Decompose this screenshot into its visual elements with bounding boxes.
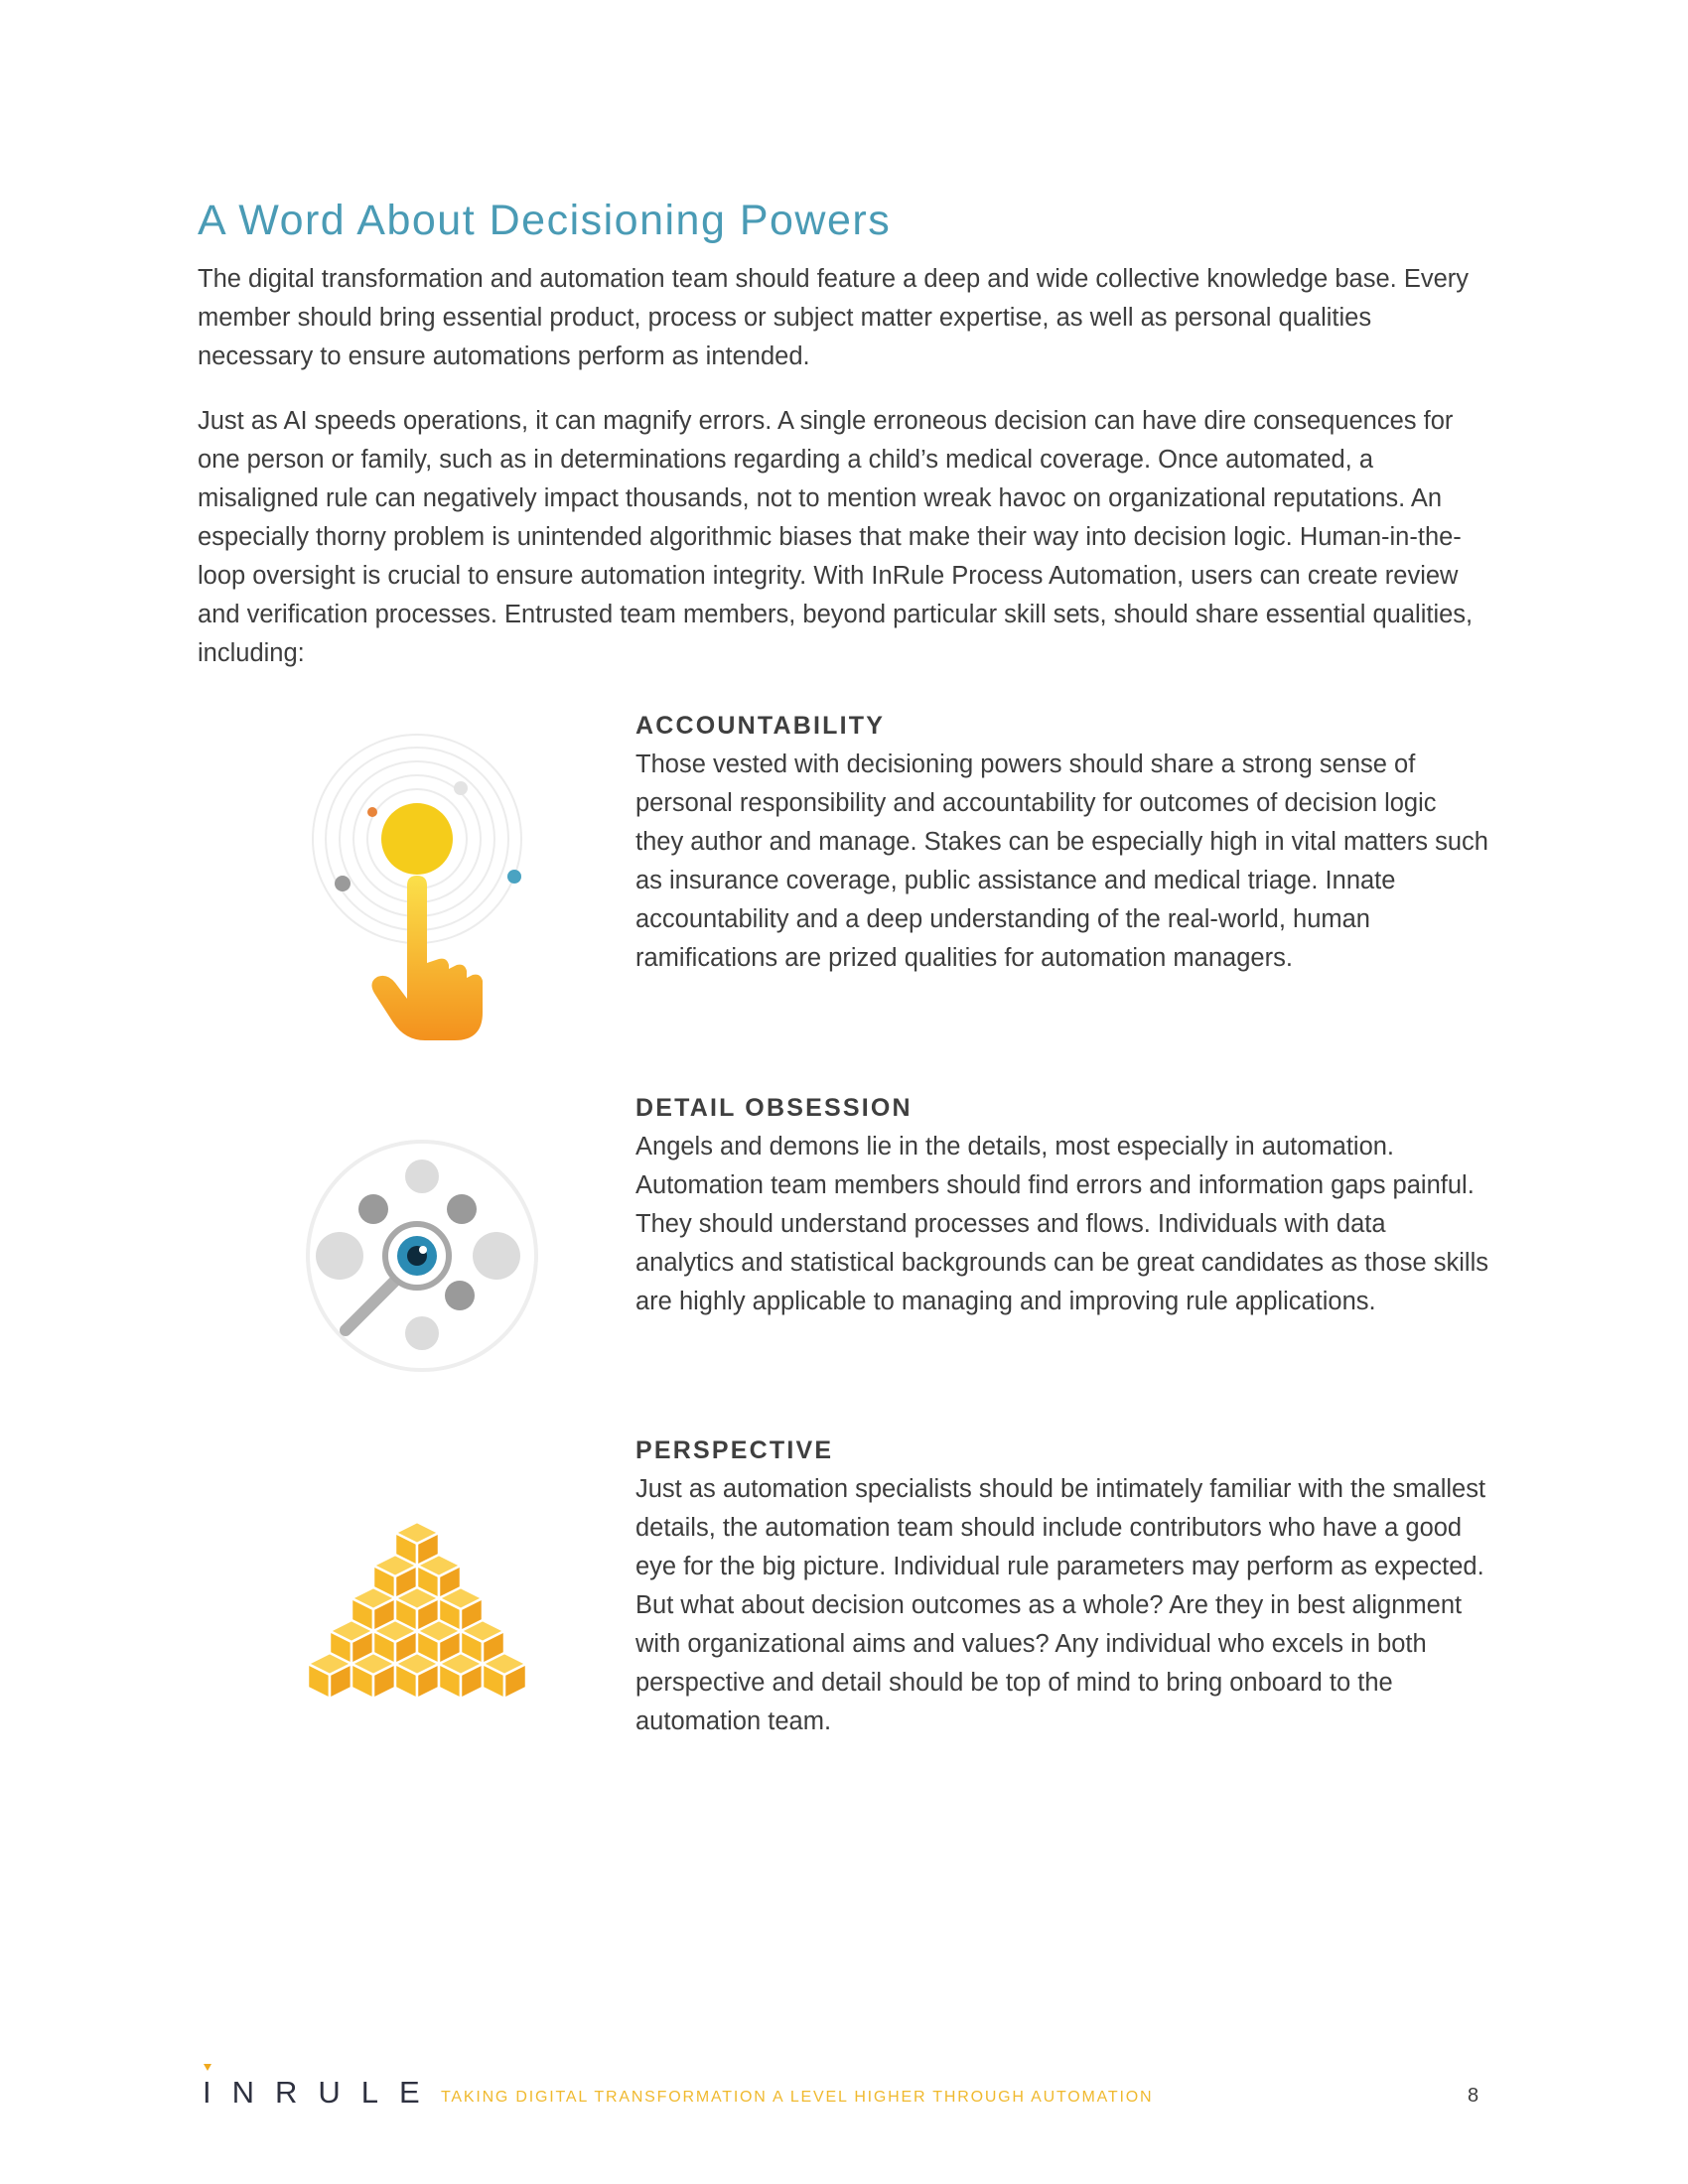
section-perspective bbox=[635, 1432, 1489, 1741]
section-heading: ACCOUNTABILITY bbox=[635, 712, 886, 740]
section-detail-obsession bbox=[635, 1089, 1489, 1321]
section-heading: PERSPECTIVE bbox=[635, 1436, 834, 1464]
section-accountability bbox=[635, 707, 1489, 978]
section-heading: DETAIL OBSESSION bbox=[635, 1094, 913, 1122]
logo-mark-icon bbox=[204, 2064, 211, 2071]
intro-paragraph: The digital transformation and automation team should feature a deep and wide collective knowledge base. Every member should bring essential product, process or subject matter expertise, as well as personal qualities necessary to ensure automations perform as intended. bbox=[198, 265, 1470, 370]
touch-orbit-icon bbox=[298, 725, 556, 1042]
magnifier-eye-icon bbox=[298, 1132, 546, 1380]
section-body: Angels and demons lie in the details, most especially in automation. Automation team members should find errors and information gaps painful. They should understand processes and flows. Individuals with data analytics and statistical backgrounds can be great candidates as those skills are highly applicable to managing and improving rule applications. bbox=[635, 1133, 1488, 1315]
section-body: Just as automation specialists should be intimately familiar with the smallest details, the automation team should include contributors who have a good eye for the big picture. Individual rule parameters may perform as expected. But what about decision outcomes as a whole? Are they in best alignment with organizational aims and values? Any individual who excels in both perspective and detail should be top of mind to bring onboard to the automation team. bbox=[635, 1475, 1486, 1735]
intro-paragraph: Just as AI speeds operations, it can magnify errors. A single erroneous decision can have dire consequences for one person or family, such as in determinations regarding a child’s medical coverage. Once automated, a misaligned rule can negatively impact thousands, not to mention wreak havoc on organizational reputations. An especially thorny problem is unintended algorithmic biases that make their way into decision logic. Human-in-the-loop oversight is crucial to ensure automation integrity. With InRule Process Automation, users can create review and verification processes. Entrusted team members, beyond particular skill sets, should share essential qualities, including: bbox=[198, 407, 1474, 667]
inrule-logo: INRULE bbox=[203, 2075, 441, 2110]
intro-text bbox=[198, 260, 1488, 699]
section-body: Those vested with decisioning powers should share a strong sense of personal responsibility and accountability for outcomes of decision logic they author and manage. Stakes can be especially high in vital matters such as insurance coverage, public assistance and medical triage. Innate accountability and a deep understanding of the real-world, human ramifications are prized qualities for automation managers. bbox=[635, 751, 1488, 972]
cube-pyramid-icon bbox=[298, 1504, 546, 1732]
page-title: A Word About Decisioning Powers bbox=[198, 197, 892, 244]
footer-tagline: TAKING DIGITAL TRANSFORMATION A LEVEL HIGHER THROUGH AUTOMATION bbox=[441, 2089, 1154, 2106]
page-number: 8 bbox=[1468, 2085, 1479, 2107]
